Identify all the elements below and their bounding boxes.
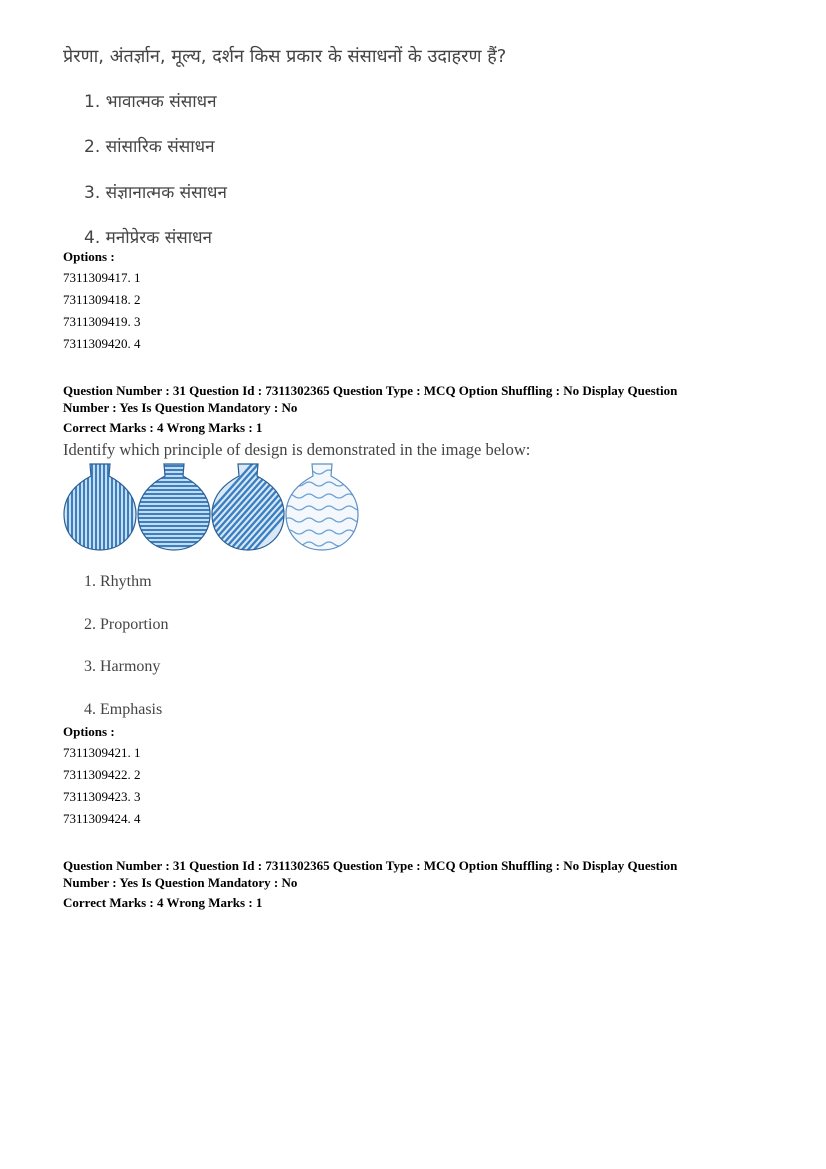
option-row: 7311309418. 2 xyxy=(63,292,141,307)
question-meta-line2: Number : Yes Is Question Mandatory : No xyxy=(63,875,298,890)
choice-2: 2. Proportion xyxy=(84,616,169,633)
option-row: 7311309419. 3 xyxy=(63,314,141,329)
choice-4-hindi: 4. मनोप्रेरक संसाधन xyxy=(84,228,212,248)
choice-1-hindi: 1. भावात्मक संसाधन xyxy=(84,92,217,112)
question-meta-line2: Number : Yes Is Question Mandatory : No xyxy=(63,400,298,415)
vase-vertical-stripes xyxy=(63,462,140,552)
choice-3-hindi: 3. संज्ञानात्मक संसाधन xyxy=(84,183,227,203)
option-row: 7311309423. 3 xyxy=(63,789,141,804)
marks-line: Correct Marks : 4 Wrong Marks : 1 xyxy=(63,895,263,910)
option-row: 7311309421. 1 xyxy=(63,745,141,760)
choice-1: 1. Rhythm xyxy=(84,573,152,590)
option-row: 7311309424. 4 xyxy=(63,811,141,826)
option-row: 7311309420. 4 xyxy=(63,336,141,351)
option-row: 7311309422. 2 xyxy=(63,767,141,782)
choice-2-hindi: 2. सांसारिक संसाधन xyxy=(84,137,215,157)
question-meta-line1: Question Number : 31 Question Id : 7311302365 Question Type : MCQ Option Shuffling : No Display Question xyxy=(63,383,678,398)
question-text: Identify which principle of design is demonstrated in the image below: xyxy=(63,440,531,459)
vase-horizontal-stripes xyxy=(136,462,214,552)
options-label: Options : xyxy=(63,724,115,739)
choice-3: 3. Harmony xyxy=(84,658,161,675)
choice-4: 4. Emphasis xyxy=(84,701,163,718)
question-meta-line1: Question Number : 31 Question Id : 7311302365 Question Type : MCQ Option Shuffling : No Display Question xyxy=(63,858,678,873)
vases-image xyxy=(63,462,359,552)
marks-line: Correct Marks : 4 Wrong Marks : 1 xyxy=(63,420,263,435)
question-text-hindi: प्रेरणा, अंतर्ज्ञान, मूल्य, दर्शन किस प्रकार के संसाधनों के उदाहरण हैं? xyxy=(63,46,507,67)
options-label: Options : xyxy=(63,249,115,264)
option-row: 7311309417. 1 xyxy=(63,270,141,285)
vase-wavy-lines xyxy=(284,462,359,552)
